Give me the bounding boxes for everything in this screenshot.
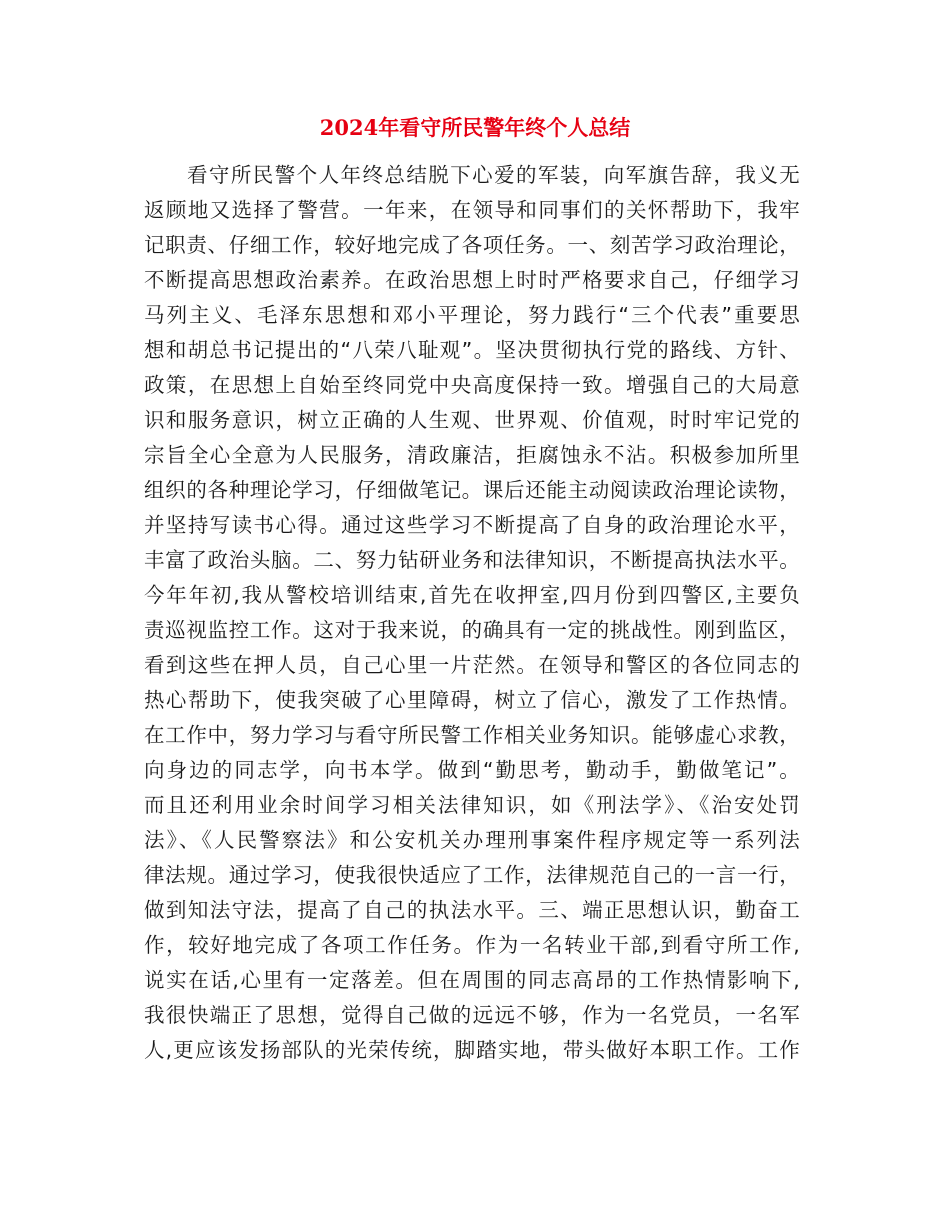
paragraph-line: 法》、《人民警察法》和公安机关办理刑事案件程序规定等一系列法: [144, 828, 800, 852]
paragraph-line: 责巡视监控工作。这对于我来说，的确具有一定的挑战性。刚到监区，: [144, 618, 800, 642]
paragraph-line: 我很快端正了思想，觉得自己做的远远不够，作为一名党员，一名军: [144, 1003, 800, 1027]
paragraph-line: 返顾地又选择了警营。一年来，在领导和同事们的关怀帮助下，我牢: [144, 198, 800, 222]
paragraph-line: 而且还利用业余时间学习相关法律知识，如《刑法学》、《治安处罚: [144, 793, 800, 817]
paragraph-line: 做到知法守法，提高了自己的执法水平。三、端正思想认识，勤奋工: [144, 898, 800, 922]
paragraph-line: 组织的各种理论学习，仔细做笔记。课后还能主动阅读政治理论读物，: [144, 478, 800, 502]
paragraph-line: 并坚持写读书心得。通过这些学习不断提高了自身的政治理论水平，: [144, 513, 800, 537]
paragraph-line: 识和服务意识，树立正确的人生观、世界观、价值观，时时牢记党的: [144, 408, 800, 432]
paragraph-line: 马列主义、毛泽东思想和邓小平理论，努力践行“三个代表”重要思: [144, 303, 800, 327]
paragraph-line: 说实在话,心里有一定落差。但在周围的同志高昂的工作热情影响下,: [144, 968, 800, 992]
paragraph-line: 丰富了政治头脑。二、努力钻研业务和法律知识，不断提高执法水平。: [144, 548, 800, 572]
paragraph-line: 看到这些在押人员，自己心里一片茫然。在领导和警区的各位同志的: [144, 653, 800, 677]
paragraph-line: 律法规。通过学习，使我很快适应了工作，法律规范自己的一言一行，: [144, 863, 800, 887]
paragraph-line: 向身边的同志学，向书本学。做到“勤思考，勤动手，勤做笔记”。: [144, 758, 800, 782]
paragraph-line: 宗旨全心全意为人民服务，清政廉洁，拒腐蚀永不沾。积极参加所里: [144, 443, 800, 467]
paragraph-line: 作，较好地完成了各项工作任务。作为一名转业干部,到看守所工作,: [144, 933, 800, 957]
paragraph-line: 想和胡总书记提出的“八荣八耻观”。坚决贯彻执行党的路线、方针、: [144, 338, 800, 362]
paragraph-line: 不断提高思想政治素养。在政治思想上时时严格要求自己，仔细学习: [144, 268, 800, 292]
paragraph-line: 人,更应该发扬部队的光荣传统，脚踏实地，带头做好本职工作。工作: [144, 1038, 800, 1062]
document-title: 2024年看守所民警年终个人总结: [319, 115, 631, 140]
paragraph-line: 热心帮助下，使我突破了心里障碍，树立了信心，激发了工作热情。: [144, 688, 800, 712]
paragraph-line: 看守所民警个人年终总结脱下心爱的军装，向军旗告辞，我义无: [187, 163, 800, 187]
paragraph-line: 今年年初,我从警校培训结束,首先在收押室,四月份到四警区,主要负: [144, 583, 800, 607]
paragraph-line: 在工作中，努力学习与看守所民警工作相关业务知识。能够虚心求教，: [144, 723, 800, 747]
paragraph-line: 政策，在思想上自始至终同党中央高度保持一致。增强自己的大局意: [144, 373, 800, 397]
paragraph-line: 记职责、仔细工作，较好地完成了各项任务。一、刻苦学习政治理论，: [144, 233, 800, 257]
